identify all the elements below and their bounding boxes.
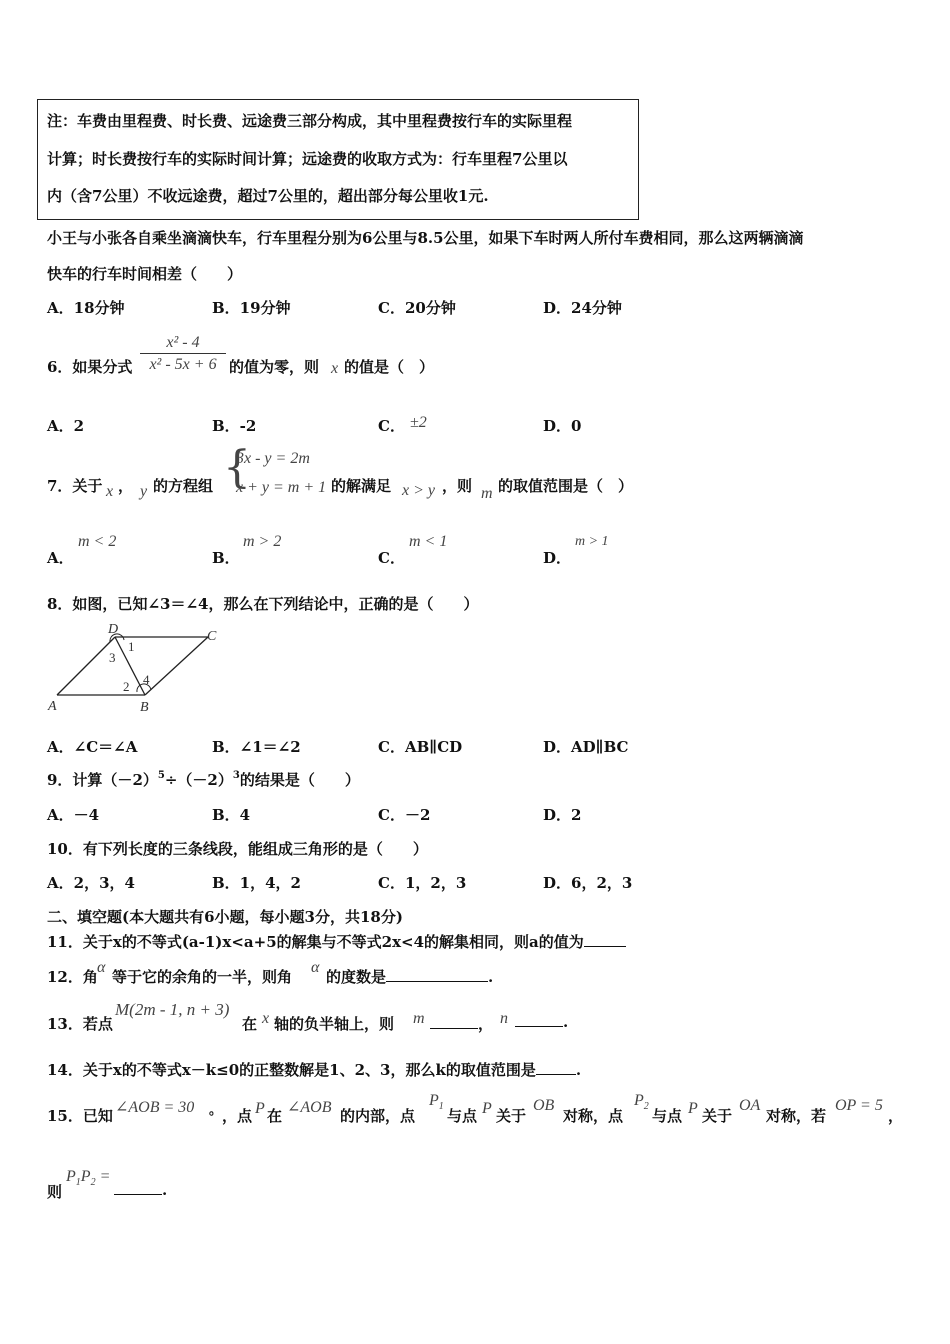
q7-equation-1: 3x - y = 2m <box>236 450 310 467</box>
q15-point-p-3: P <box>688 1100 698 1117</box>
q11-stem <box>47 931 626 952</box>
q15-pp-sub-2: 2 <box>90 1177 96 1188</box>
q8-stem: 8．如图，已知∠3＝∠4，那么在下列结论中，正确的是（ ） <box>47 595 479 613</box>
q7-var-x: x <box>106 483 114 500</box>
q14-stem: 14．关于x的不等式x－k≤0的正整数解是1、2、3，那么k的取值范围是 <box>47 1061 536 1079</box>
q15-t7: 关于 <box>702 1107 733 1125</box>
q13-blank-1-line <box>430 1013 493 1034</box>
q7-option-c-math: m < 1 <box>409 533 448 550</box>
note-line-3: 内（含7公里）不收远途费，超过7公里的，超出部分每公里收1元. <box>47 187 489 205</box>
q11-text: 11．关于x的不等式(a-1)x<a+5的解集与不等式2x<4的解集相同，则a的值为 <box>47 933 584 951</box>
q12-mid: 等于它的余角的一半，则角 <box>112 968 293 986</box>
q8-label-c: C <box>207 629 217 644</box>
q15-pp-sub-1: 1 <box>75 1177 81 1188</box>
q7-option-d: D． <box>543 549 572 567</box>
q13-mid: 在 <box>242 1015 258 1033</box>
q7-var-m: m <box>481 485 493 502</box>
q15-t5: 关于 <box>496 1107 527 1125</box>
q7-mid3: ，则 <box>442 477 473 495</box>
q6-option-b: B．-2 <box>212 417 257 435</box>
q7-option-d-math: m > 1 <box>575 534 609 549</box>
q8-label-d: D <box>108 622 119 637</box>
q13-axis-x: x <box>262 1010 270 1027</box>
q15-t1: ，点 <box>222 1107 253 1125</box>
q14-stem-line <box>47 1059 581 1080</box>
q5-option-c: C．20分钟 <box>378 299 456 317</box>
q15-prefix: 15．已知 <box>47 1107 113 1125</box>
q11-answer-blank <box>584 946 626 947</box>
q15-pp-letter-2: P <box>80 1168 91 1185</box>
q6-fraction <box>140 333 226 376</box>
q8-option-b: B．∠1＝∠2 <box>212 738 301 756</box>
q14-answer-blank <box>536 1074 576 1075</box>
q15-pp-eq: = <box>95 1168 111 1185</box>
q7-mid2: 的解满足 <box>331 477 392 495</box>
q6-prefix: 6．如果分式 <box>47 358 133 376</box>
q13-point-m: M(2m - 1, n + 3) <box>115 1000 230 1019</box>
q15-answer-blank <box>114 1194 162 1195</box>
q12-answer-blank <box>386 981 488 982</box>
q15-op-equals-5: OP = 5 <box>835 1097 883 1114</box>
q9-stem-a: 9．计算（－2） <box>47 771 158 789</box>
q7-option-b: B． <box>212 549 240 567</box>
q15-line-oa: OA <box>739 1097 761 1114</box>
q9-exponent-2: 3 <box>232 770 240 781</box>
q5-stem-line-2: 快车的行车时间相差（ ） <box>47 265 243 283</box>
q6-denominator: x² - 5x + 6 <box>149 356 217 373</box>
q13-answer-blank-n <box>515 1026 563 1027</box>
q8-option-c: C．AB∥CD <box>378 738 463 756</box>
q7-option-c: C． <box>378 549 405 567</box>
q13-var-n: n <box>500 1010 508 1027</box>
q7-option-a: A． <box>47 549 74 567</box>
q15-then: 则 <box>47 1183 63 1201</box>
q6-option-c: C． <box>378 417 405 435</box>
q15-t4b: 与点 <box>652 1107 683 1125</box>
q15-degree: 。 <box>209 1103 223 1118</box>
q15-t6: 对称，点 <box>563 1107 624 1125</box>
q8-label-b: B <box>140 700 149 715</box>
q15-p1-letter: P <box>429 1092 439 1109</box>
q7-system-brace: { <box>223 442 251 493</box>
q12-suffix: 的度数是 <box>326 968 387 986</box>
note-line-2: 计算；时长费按行车的实际时间计算；远途费的收取方式为：行车里程7公里以 <box>47 150 568 168</box>
q7-comma: ， <box>118 477 134 495</box>
q15-t2: 在 <box>267 1107 283 1125</box>
q7-mid1: 的方程组 <box>153 477 214 495</box>
q9-exponent-1: 5 <box>157 770 165 781</box>
q6-numerator: x² - 4 <box>166 334 200 351</box>
q15-point-p2 <box>634 1092 649 1110</box>
q8-side-cb <box>145 637 208 695</box>
q15-t4: 与点 <box>447 1107 478 1125</box>
q9-stem-c: 的结果是（ ） <box>239 771 360 789</box>
q5-stem-line-1: 小王与小张各自乘坐滴滴快车，行车里程分别为6公里与8.5公里，如果下车时两人所付车费相同，那么这两辆滴滴 <box>47 229 804 247</box>
q5-option-d: D．24分钟 <box>543 299 622 317</box>
q8-angle-3: 3 <box>109 650 116 665</box>
q15-angle-aob: ∠AOB <box>287 1099 332 1116</box>
q10-option-c: C．1，2，3 <box>378 874 467 892</box>
q15-p2-letter: P <box>634 1092 644 1109</box>
q12-alpha-2: α <box>311 959 320 976</box>
q8-option-a: A．∠C＝∠A <box>47 738 138 756</box>
q10-option-b: B．1，4，2 <box>212 874 301 892</box>
q9-option-a: A．－4 <box>47 806 100 824</box>
q6-option-c-math: ±2 <box>410 414 427 431</box>
q10-option-d: D．6，2，3 <box>543 874 633 892</box>
q6-var-x: x <box>331 360 339 377</box>
q13-end: . <box>563 1013 569 1031</box>
q15-end: . <box>162 1181 168 1199</box>
q7-option-a-math: m < 2 <box>78 533 117 550</box>
q10-stem: 10．有下列长度的三条线段，能组成三角形的是（ ） <box>47 840 428 858</box>
q8-angle-4: 4 <box>143 672 150 687</box>
q15-t3: 的内部，点 <box>340 1107 416 1125</box>
q8-option-d: D．AD∥BC <box>543 738 629 756</box>
q12-alpha-1: α <box>97 959 106 976</box>
q5-option-b: B．19分钟 <box>212 299 291 317</box>
q9-stem <box>47 769 360 790</box>
q15-angle-aob-30: ∠AOB = 30 <box>115 1099 195 1116</box>
q15-line-ob: OB <box>533 1097 555 1114</box>
q15-p1p2 <box>66 1168 110 1186</box>
q15-point-p: P <box>255 1100 265 1117</box>
q15-p1-subscript: 1 <box>438 1101 444 1112</box>
q7-prefix: 7．关于 <box>47 477 103 495</box>
q13-comma: ， <box>478 1015 494 1033</box>
q12-prefix: 12．角 <box>47 968 98 986</box>
q6-option-d: D．0 <box>543 417 582 435</box>
q13-prefix: 13．若点 <box>47 1015 113 1033</box>
q8-angle-2: 2 <box>123 679 130 694</box>
q13-var-m: m <box>413 1010 425 1027</box>
q15-p2-subscript: 2 <box>643 1101 649 1112</box>
q7-var-y: y <box>140 483 148 500</box>
q12-suffix-line <box>326 966 493 987</box>
q7-condition: x > y <box>402 482 435 499</box>
q13-mid2: 轴的负半轴上，则 <box>274 1015 395 1033</box>
q6-suffix: 的值是（ ） <box>344 358 435 376</box>
q10-option-a: A．2，3，4 <box>47 874 135 892</box>
q12-end: . <box>488 968 494 986</box>
q7-suffix: 的取值范围是（ ） <box>498 477 634 495</box>
q8-label-a: A <box>48 699 57 714</box>
note-line-1: 注：车费由里程费、时长费、远途费三部分构成，其中里程费按行车的实际里程 <box>47 112 573 130</box>
q7-option-b-math: m > 2 <box>243 533 282 550</box>
q9-stem-b: ÷（－2） <box>164 771 233 789</box>
q9-option-d: D．2 <box>543 806 582 824</box>
q15-t9: ， <box>888 1107 904 1125</box>
q15-pp-letter-1: P <box>66 1168 76 1185</box>
q15-answer-line <box>114 1181 167 1199</box>
q9-option-b: B．4 <box>212 806 251 824</box>
q8-angle-1: 1 <box>128 639 135 654</box>
q8-parallelogram-figure <box>40 620 230 718</box>
q8-side-ad <box>57 637 115 695</box>
q13-answer-blank-m <box>430 1028 478 1029</box>
q6-mid: 的值为零，则 <box>229 358 320 376</box>
q5-option-a: A．18分钟 <box>47 299 125 317</box>
q15-point-p1 <box>429 1092 444 1110</box>
q6-option-a: A．2 <box>47 417 85 435</box>
q9-option-c: C．－2 <box>378 806 431 824</box>
q7-equation-2: x + y = m + 1 <box>236 479 327 496</box>
section-2-heading: 二、填空题(本大题共有6小题，每小题3分，共18分) <box>47 908 403 926</box>
q13-blank-2-line <box>515 1013 568 1031</box>
q14-end: . <box>575 1061 582 1079</box>
q15-t8: 对称，若 <box>766 1107 827 1125</box>
q15-point-p-2: P <box>482 1100 492 1117</box>
